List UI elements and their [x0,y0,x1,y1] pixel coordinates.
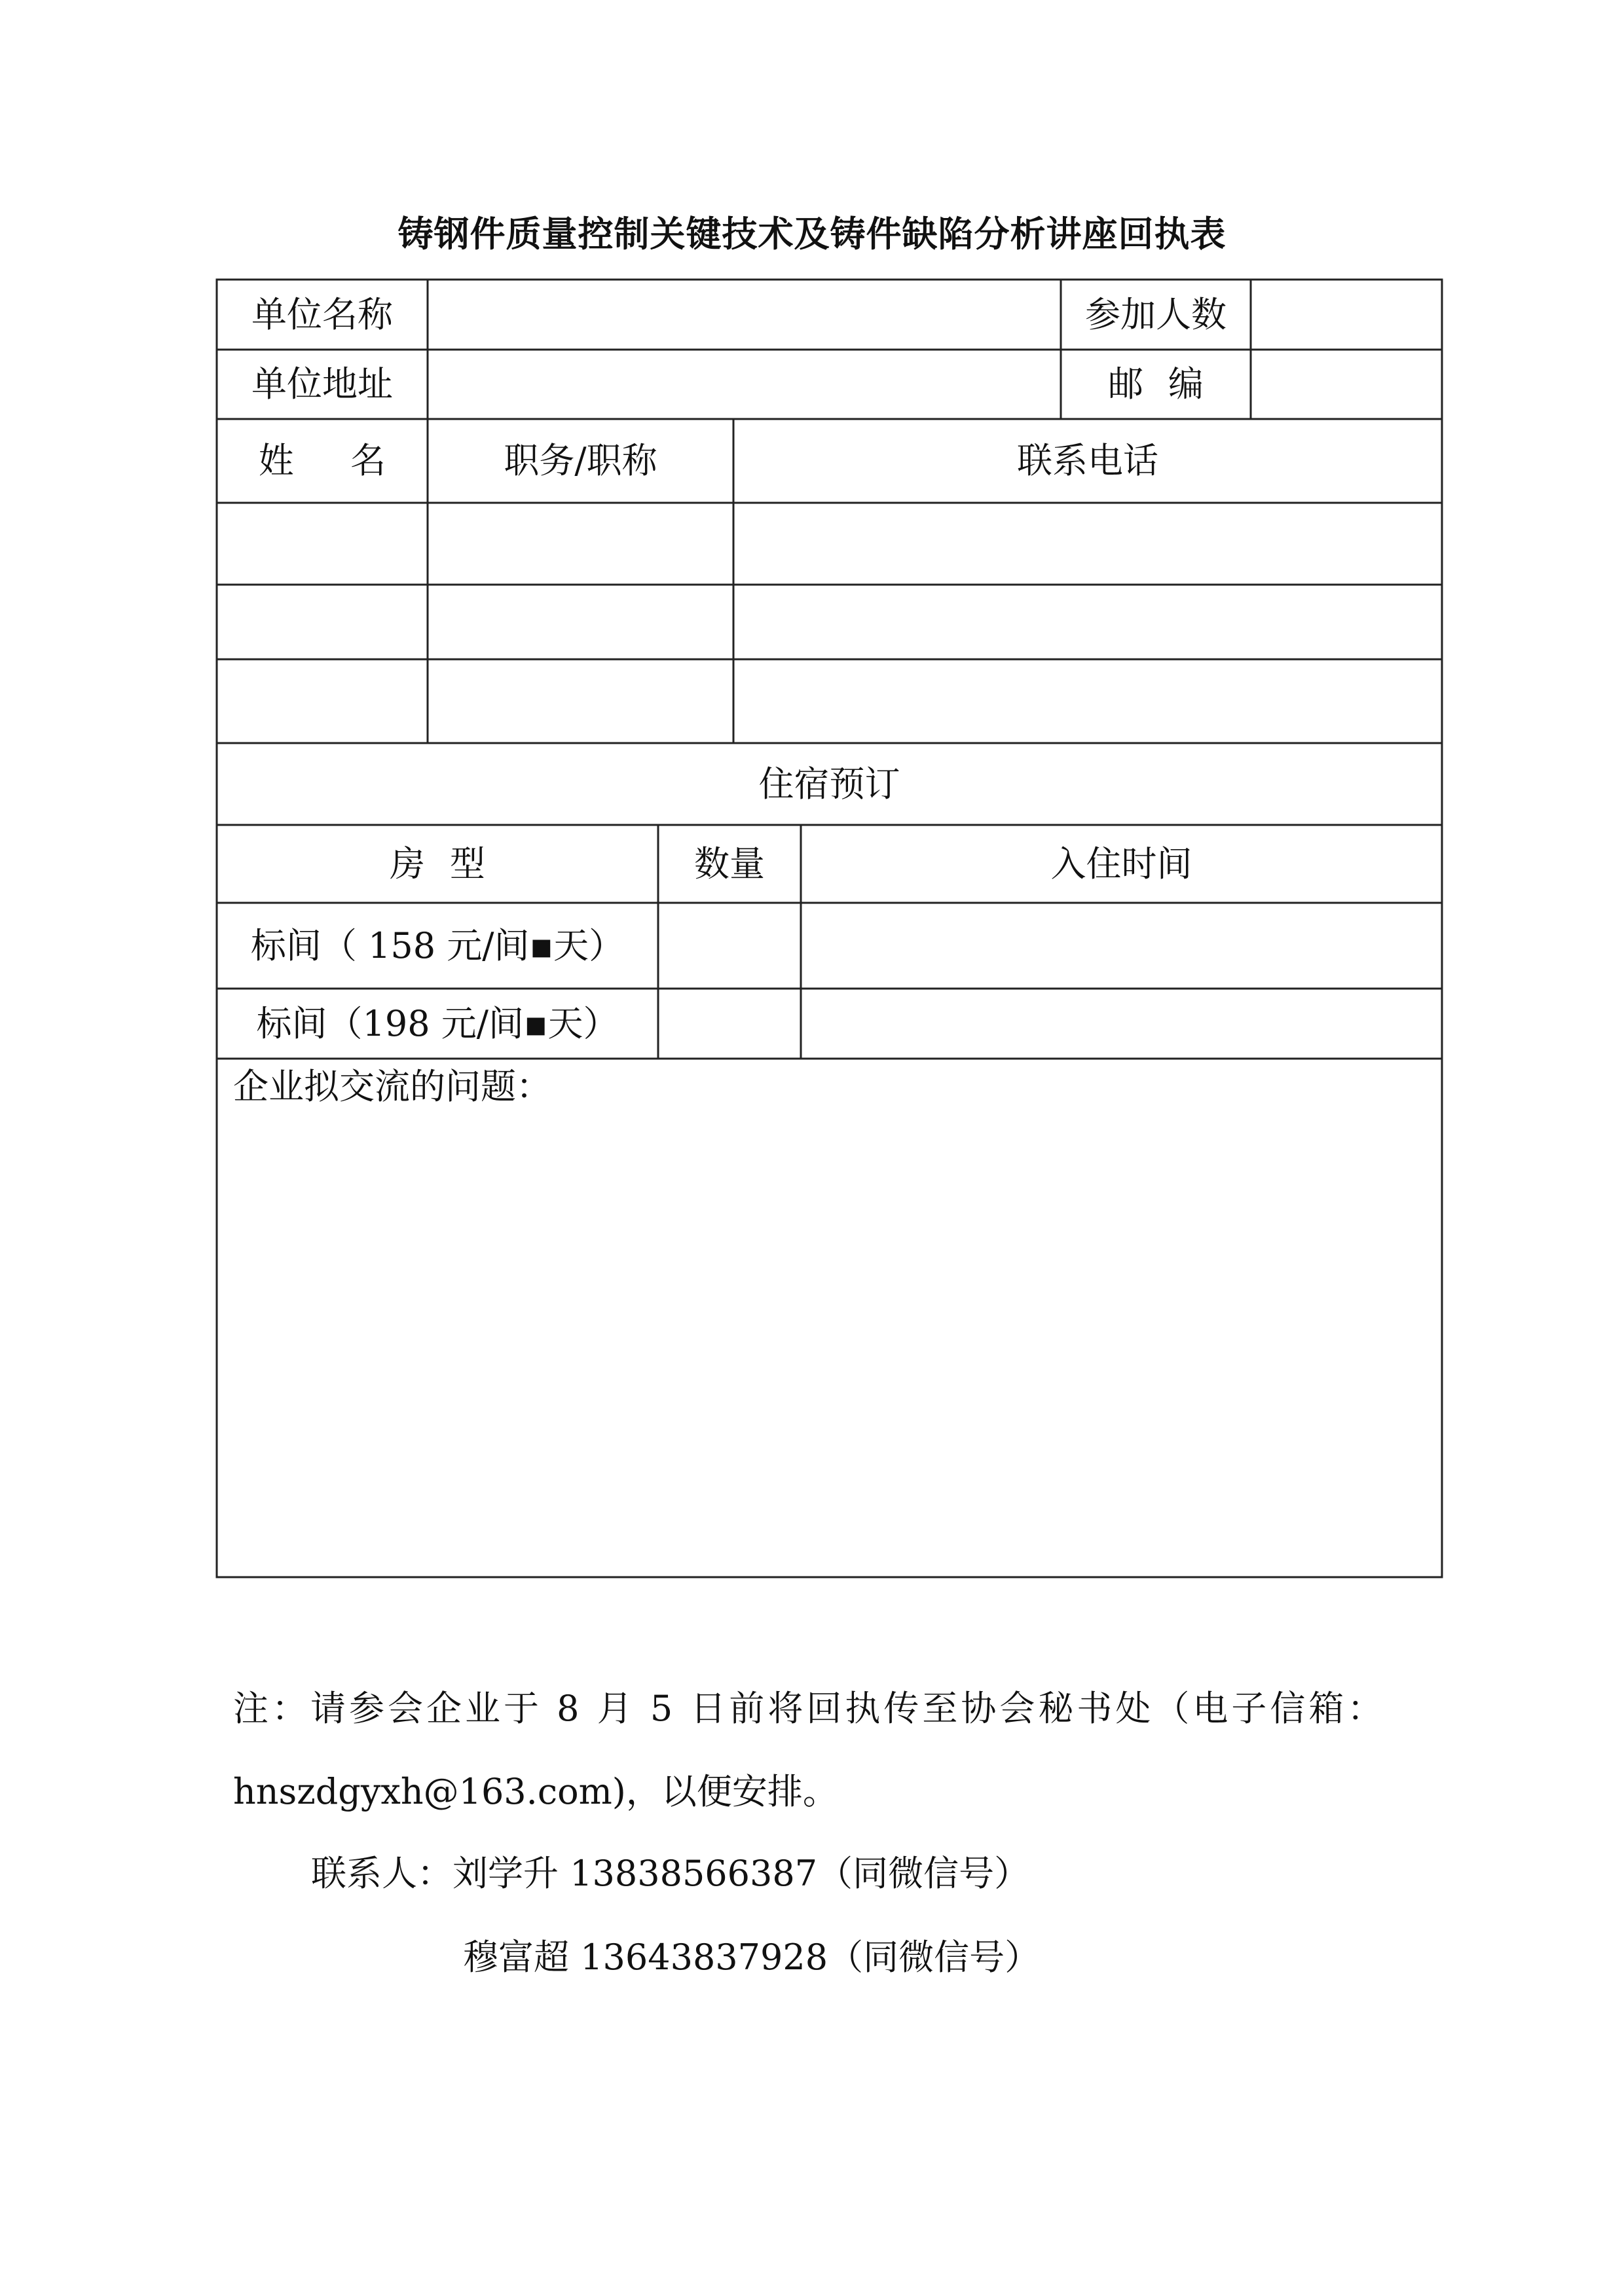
room-quantity-field[interactable] [658,989,801,1059]
postcode-label: 邮编 [1108,363,1228,405]
questions-label: 企业拟交流的问题： [233,1066,551,1107]
contact-phone: 13838566387 [570,1853,818,1894]
attendee-phone-field[interactable] [733,659,1442,743]
attendees-label: 参加人数 [1085,293,1227,335]
form-title: 铸钢件质量控制关键技术及铸件缺陷分析讲座回执表 [397,213,1227,255]
contact-remark: （同微信号） [828,1937,1041,1978]
attendee-position-field[interactable] [428,503,733,585]
quantity-label: 数量 [694,843,765,884]
attendees-field[interactable] [1251,280,1442,350]
room-quantity-field[interactable] [658,903,801,989]
unit-name-label: 单位名称 [251,293,393,335]
unit-name-field[interactable] [428,280,1061,350]
note-line-1: 注：请参会企业于 8 月 5 日前将回执传至协会秘书处（电子信箱： [233,1688,1386,1729]
attendee-name-field[interactable] [217,659,428,743]
attendee-position-field[interactable] [428,659,733,743]
name-label: 姓名 [258,440,443,481]
attendee-name-field[interactable] [217,585,428,659]
lodging-header: 住宿预订 [758,763,900,805]
postcode-field[interactable] [1251,350,1442,419]
room-type-label: 房型 [390,843,510,884]
contact-remark: （同微信号） [817,1853,1030,1894]
attendee-phone-field[interactable] [733,503,1442,585]
unit-address-label: 单位地址 [251,363,393,405]
position-label: 职务/职称 [504,440,657,481]
contact-name: 穆富超 [463,1937,569,1978]
attendee-name-field[interactable] [217,503,428,585]
checkin-label: 入住时间 [1050,843,1192,884]
note-line-2: hnszdgyxh@163.com)，以便安排。 [233,1771,838,1812]
contact-line-2 [463,1937,1041,1978]
attendee-position-field[interactable] [428,585,733,659]
room-option-standard-158: 标间（ 158 元/间▪天） [250,924,625,966]
contact-label: 联系人： [311,1853,452,1894]
contact-name: 刘学升 [452,1853,559,1894]
room-option-standard-198: 标间（198 元/间▪天） [256,1002,619,1044]
questions-field[interactable] [217,1113,1442,1577]
unit-address-field[interactable] [428,350,1061,419]
phone-label: 联系电话 [1017,440,1158,481]
room-checkin-field[interactable] [801,989,1442,1059]
attendee-phone-field[interactable] [733,585,1442,659]
room-checkin-field[interactable] [801,903,1442,989]
contact-line-1 [311,1853,1030,1894]
contact-phone: 13643837928 [580,1937,828,1978]
